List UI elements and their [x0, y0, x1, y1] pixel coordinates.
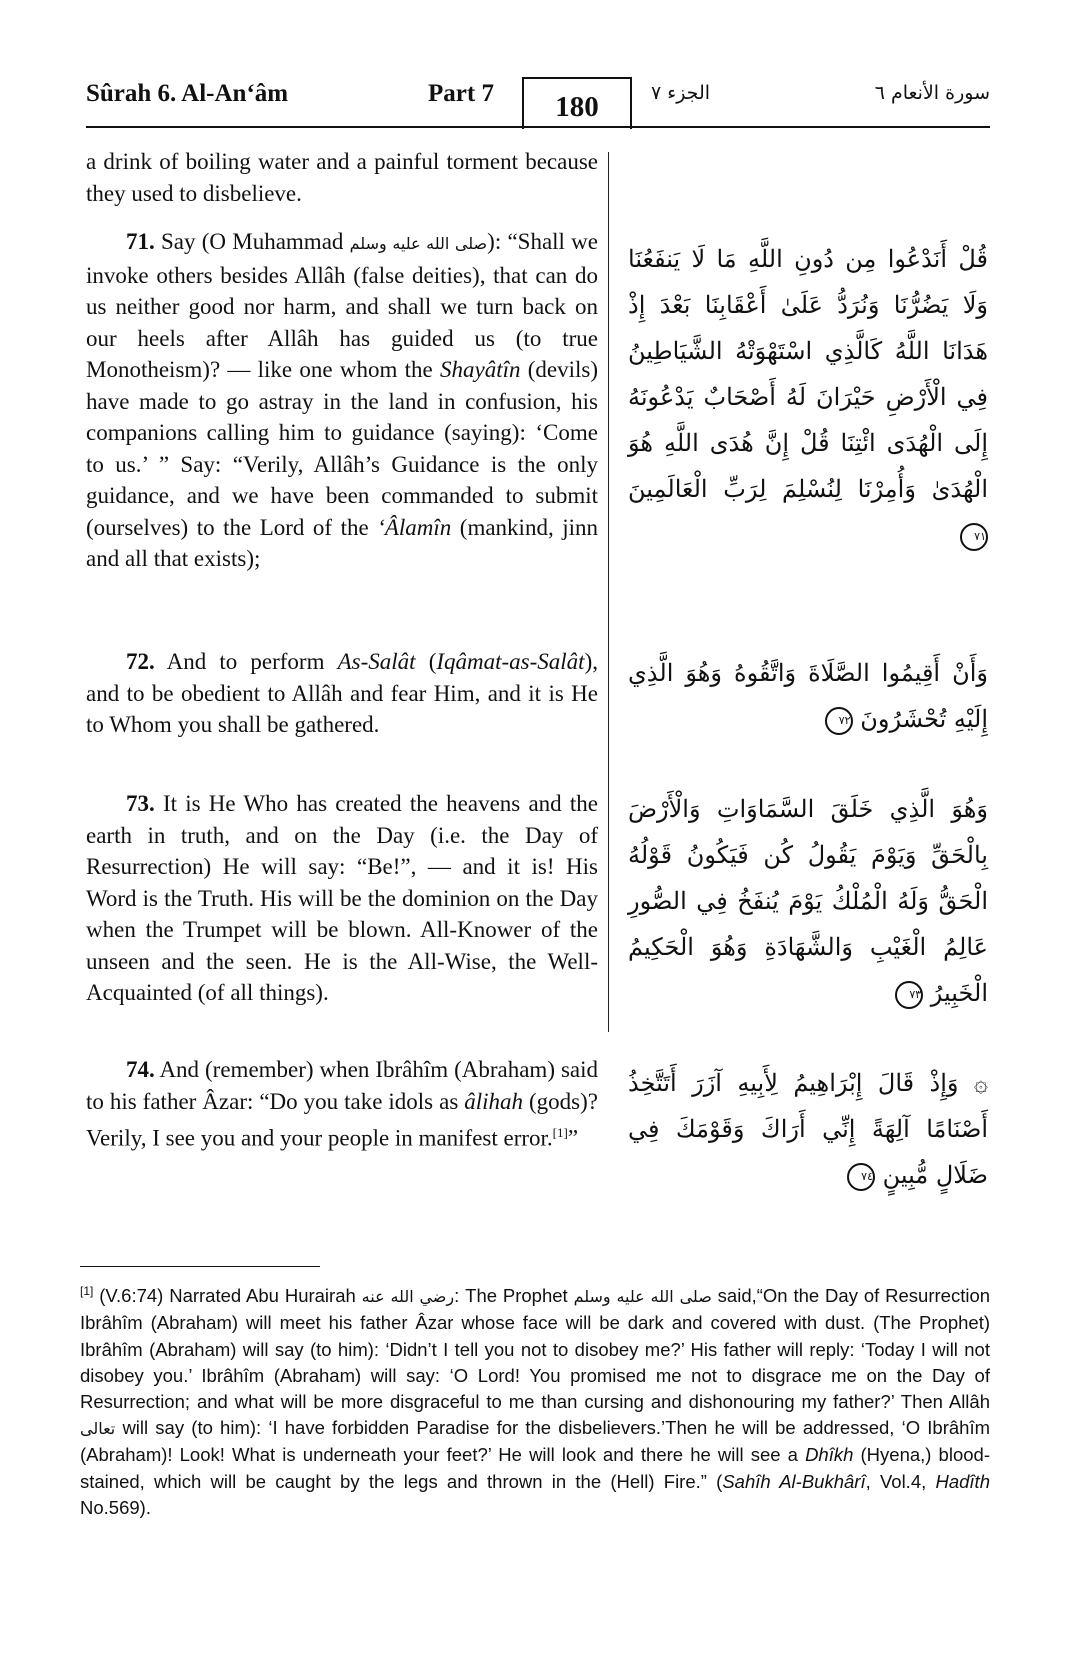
page-header [86, 72, 990, 130]
verse-number: 74. [126, 1057, 155, 1082]
part-label-arabic: الجزء ٧ [651, 82, 711, 104]
ayah-end-marker: ٧٤ [847, 1163, 875, 1191]
footnote: [1] (V.6:74) Narrated Abu Hurairah رضي الله عنه: The Prophet صلى الله عليه وسلم said,“On the Day of Resurrection Ibrâhîm (Abraham) will meet his father Âzar whose face will be dark and covered with dust. (The Prophet) Ibrâhîm (Abraham) will say (to him): ‘Didn’t I tell you not to disobey me?’ His father will reply: ‘Today I will not disobey you.’ Ibrâhîm (Abraham) will say: ‘O Lord! You promised me not to disgrace me on the Day of Resurrection; and what will be more disgraceful to me than cursing and dishonouring my father?’ Then Allâh تعالى will say (to him): ‘I have forbidden Paradise for the disbelievers.’Then he will be addressed, ‘O Ibrâhîm (Abraham)! Look! What is underneath your feet?’ He will look and there he will see a Dhîkh (Hyena,) blood-stained, which will be caught by the legs and thrown in the (Hell) Fire.” (Sahîh Al-Bukhârî, Vol.4, Hadîth No.569). [80, 1284, 991, 1518]
surah-title: Sûrah 6. Al-An‘âm [86, 80, 289, 107]
verse-70-continuation [86, 146, 598, 209]
footnote-rule [80, 1266, 320, 1267]
part-label: Part 7 [428, 80, 494, 107]
salawat-arabic: صلى الله عليه وسلم [349, 234, 488, 253]
page-number: 180 [522, 77, 632, 129]
verse-number: 71. [126, 229, 155, 254]
verse-73-translation: 73. It is He Who has created the heavens and the earth in truth, and on the Day (i.e. the Day of Resurrection) He will say: “Be!”, — and it is! His Word is the Truth. His will be the dominion on the Day when the Trumpet will be blown. All-Knower of the unseen and the seen. He is the All-Wise, the Well-Acquainted (of all things). [86, 791, 598, 1005]
ayah-end-marker: ٧١ [960, 523, 988, 551]
verse-71-translation: 71. Say (O Muhammad صلى الله عليه وسلم): “Shall we invoke others besides Allâh (false deities), that can do us neither good nor harm, and shall we turn back on our heels after Allâh has guided us (to true Monotheism)? — like one whom the Shayâtîn (devils) have made to go astray in the land in confusion, his companions calling him to guidance (saying): ‘Come to us.’ ” Say: “Verily, Allâh’s Guidance is the only guidance, and we have been commanded to submit (ourselves) to the Lord of the ‘Âlamîn (mankind, jinn and all that exists); [86, 229, 599, 571]
surah-title-arabic: سورة الأنعام ٦ [874, 82, 990, 104]
footnote-reference[interactable]: [1] [552, 1125, 568, 1140]
verse-number: 73. [126, 791, 155, 816]
verse-74-arabic: ۞ وَإِذْ قَالَ إِبْرَاهِيمُ لِأَبِيهِ آزَرَ أَتَتَّخِذُ أَصْنَامًا آلِهَةً إِنِّي أَرَاكَ وَقَوْمَكَ فِي ضَلَالٍ مُّبِينٍ ٧٤ [628, 1069, 988, 1189]
verse-73-arabic: وَهُوَ الَّذِي خَلَقَ السَّمَاوَاتِ وَالْأَرْضَ بِالْحَقِّ وَيَوْمَ يَقُولُ كُن فَيَكُونُ قَوْلُهُ الْحَقُّ وَلَهُ الْمُلْكُ يَوْمَ يُنفَخُ فِي الصُّورِ عَالِمُ الْغَيْبِ وَالشَّهَادَةِ وَهُوَ الْحَكِيمُ الْخَبِيرُ ٧٣ [628, 795, 988, 1007]
verse-74-translation: 74. And (remember) when Ibrâhîm (Abraham) said to his father Âzar: “Do you take idols as âlihah (gods)? Verily, I see you and your people in manifest error.[1]” [86, 1057, 599, 1151]
header-rule [86, 126, 990, 128]
verse-number: 72. [126, 649, 155, 674]
footnote-marker: [1] [80, 1284, 94, 1298]
verse-70-text: a drink of boiling water and a painful torment because they used to disbelieve. [86, 149, 598, 206]
ayah-end-marker: ٧٣ [895, 981, 923, 1009]
verse-72-translation: 72. And to perform As-Salât (Iqâmat-as-Salât), and to be obedient to Allâh and fear Him, and it is He to Whom you shall be gathered. [86, 649, 598, 737]
verse-71-arabic: قُلْ أَنَدْعُوا مِن دُونِ اللَّهِ مَا لَا يَنفَعُنَا وَلَا يَضُرُّنَا وَنُرَدُّ عَلَىٰ أَعْقَابِنَا بَعْدَ إِذْ هَدَانَا اللَّهُ كَالَّذِي اسْتَهْوَتْهُ الشَّيَاطِينُ فِي الْأَرْضِ حَيْرَانَ لَهُ أَصْحَابٌ يَدْعُونَهُ إِلَى الْهُدَى ائْتِنَا قُلْ إِنَّ هُدَى اللَّهِ هُوَ الْهُدَىٰ وَأُمِرْنَا لِنُسْلِمَ لِرَبِّ الْعَالَمِينَ ٧١ [628, 236, 988, 558]
ayah-end-marker: ٧٢ [825, 707, 853, 735]
column-divider [608, 152, 609, 1032]
verse-72-arabic: وَأَنْ أَقِيمُوا الصَّلَاةَ وَاتَّقُوهُ وَهُوَ الَّذِي إِلَيْهِ تُحْشَرُونَ ٧٢ [628, 659, 988, 733]
